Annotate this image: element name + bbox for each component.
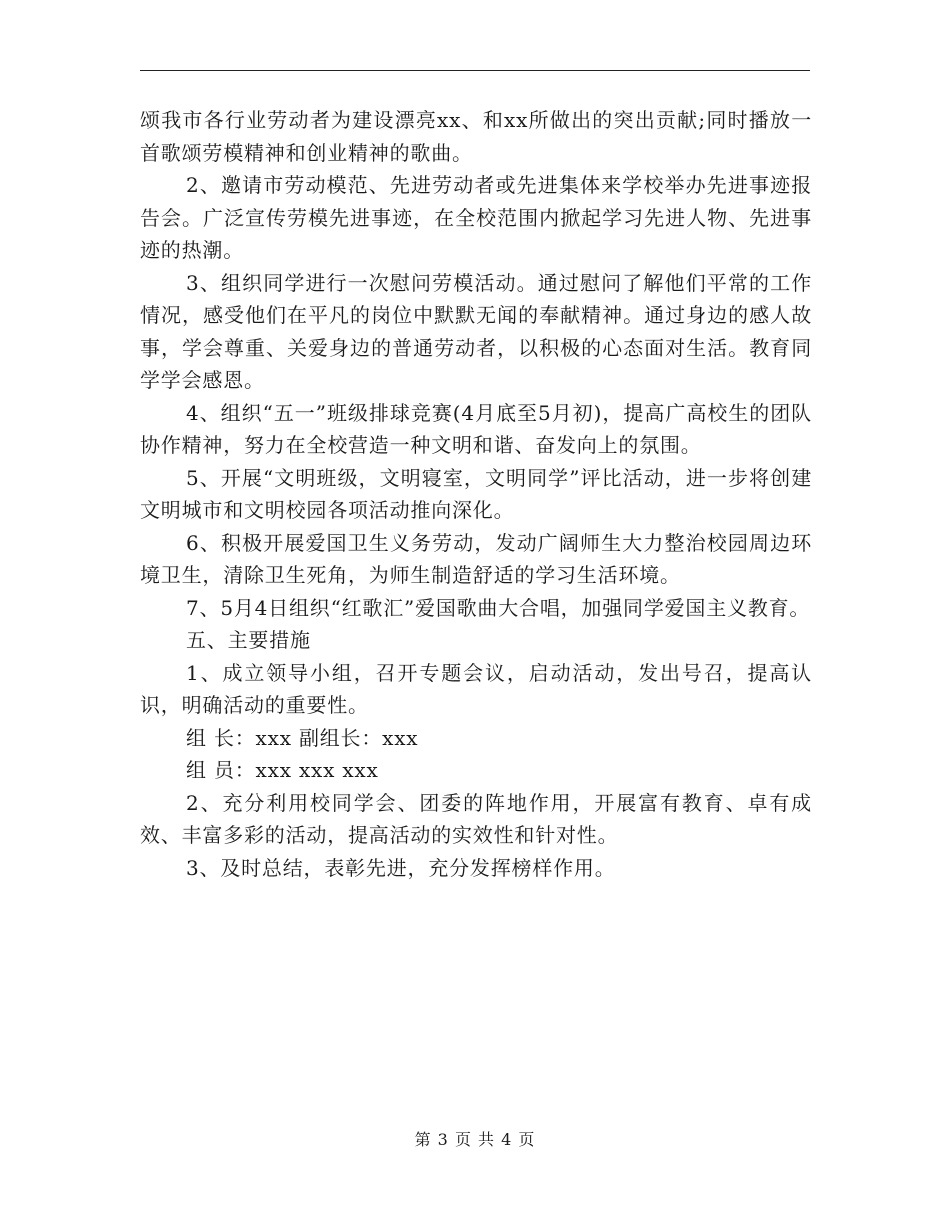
- document-body: [140, 104, 812, 884]
- header-rule: [140, 70, 810, 71]
- measure-item-2: 2、充分利用校同学会、团委的阵地作用，开展富有教育、卓有成效、丰富多彩的活动，提高活动的实效性和针对性。: [140, 790, 812, 847]
- paragraph-item-4: 4、组织“五一”班级排球竞赛(4月底至5月初)，提高广高校生的团队协作精神，努力在全校营造一种文明和谐、奋发向上的氛围。: [140, 400, 812, 457]
- paragraph-continuation: 颂我市各行业劳动者为建设漂亮xx、和xx所做出的突出贡献;同时播放一首歌颂劳模精神和创业精神的歌曲。: [140, 108, 812, 165]
- page-number-footer: 第 3 页 共 4 页: [414, 1130, 536, 1149]
- measure-item-3: 3、及时总结，表彰先进，充分发挥榜样作用。: [186, 855, 616, 880]
- measure-item-1: 1、成立领导小组，召开专题会议，启动活动，发出号召，提高认识，明确活动的重要性。: [140, 660, 812, 717]
- group-member-line: 组 员：xxx xxx xxx: [186, 758, 379, 782]
- paragraph-item-7: 7、5月4日组织“红歌汇”爱国歌曲大合唱，加强同学爱国主义教育。: [186, 595, 811, 620]
- paragraph-item-5: 5、开展“文明班级，文明寝室，文明同学”评比活动，进一步将创建文明城市和文明校园各项活动推向深化。: [140, 465, 812, 522]
- paragraph-item-3: 3、组织同学进行一次慰问劳模活动。通过慰问了解他们平常的工作情况，感受他们在平凡的岗位中默默无闻的奉献精神。通过身边的感人故事，学会尊重、关爱身边的普通劳动者，以积极的心态面对生活。教育同学学会感恩。: [140, 270, 812, 392]
- paragraph-item-6: 6、积极开展爱国卫生义务劳动，发动广阔师生大力整治校园周边环境卫生，清除卫生死角，为师生制造舒适的学习生活环境。: [140, 530, 812, 587]
- paragraph-item-2: 2、邀请市劳动模范、先进劳动者或先进集体来学校举办先进事迹报告会。广泛宣传劳模先进事迹，在全校范围内掀起学习先进人物、先进事迹的热潮。: [140, 173, 812, 262]
- group-leader-line: 组 长：xxx 副组长：xxx: [186, 725, 419, 750]
- section-heading-measures: 五、主要措施: [186, 628, 311, 652]
